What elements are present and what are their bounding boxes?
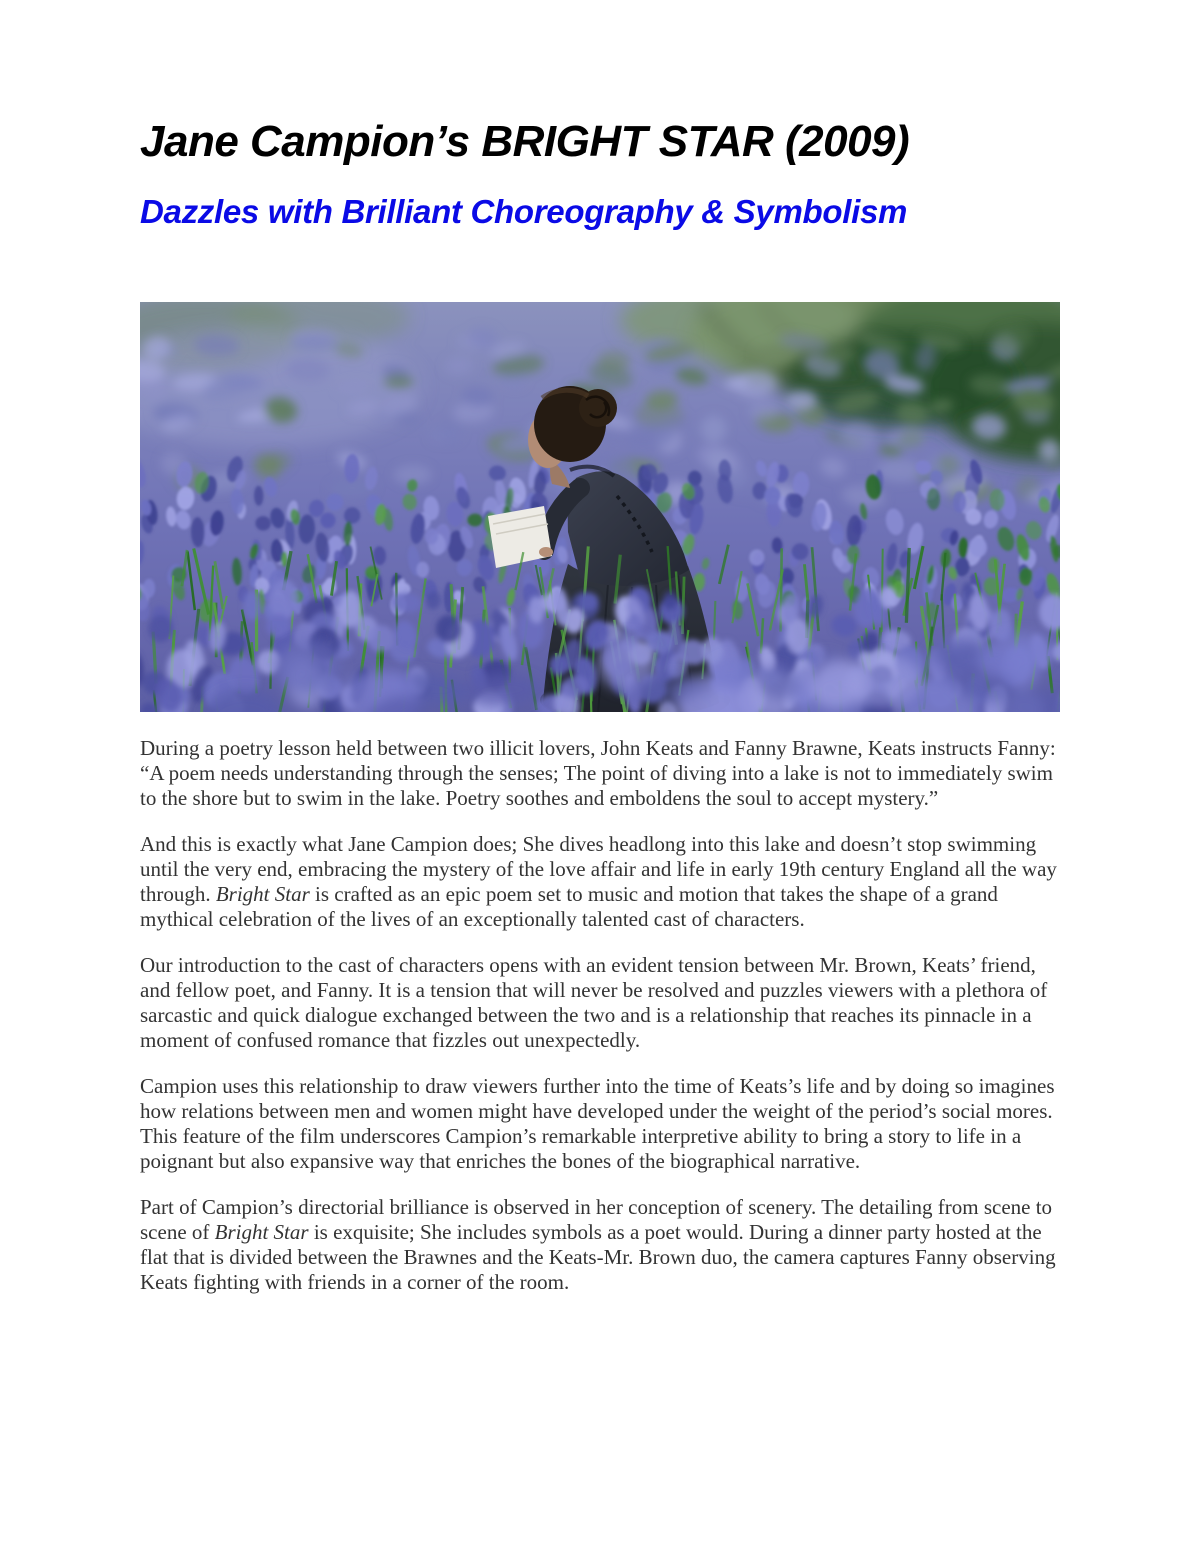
article-paragraph: Campion uses this relationship to draw viewers further into the time of Keats’s life and by doing so imagines how relations between men and women might have developed under the weight of the period’s social mores. This feature of the film underscores Campion’s remarkable interpretive ability to bring a story to life in a poignant but also expansive way that enriches the bones of the biographical narrative. <box>140 1074 1055 1173</box>
article-body <box>140 736 1060 1295</box>
bluebell-field-illustration <box>140 302 1060 712</box>
hand <box>539 547 553 557</box>
article-paragraph: During a poetry lesson held between two illicit lovers, John Keats and Fanny Brawne, Keats instructs Fanny: “A poem needs understanding through the senses; The point of diving into a lake is not to immediately swim to the shore but to swim in the lake. Poetry soothes and emboldens the soul to accept mystery.” <box>140 736 1056 810</box>
article-subtitle: Dazzles with Brilliant Choreography & Symbolism <box>140 193 908 230</box>
article-paragraph: Our introduction to the cast of characters opens with an evident tension between Mr. Brown, Keats’ friend, and fellow poet, and Fanny. It is a tension that will never be resolved and puzzles viewers with a plethora of sarcastic and quick dialogue exchanged between the two and is a relationship that reaches its pinnacle in a moment of confused romance that fizzles out unexpectedly. <box>140 953 1048 1052</box>
article-title: Jane Campion’s BRIGHT STAR (2009) <box>140 117 910 166</box>
article-paragraph: Part of Campion’s directorial brilliance is observed in her conception of scenery. The detailing from scene to scene of Bright Star is exquisite; She includes symbols as a poet would. During a dinner party hosted at the flat that is divided between the Brawnes and the Keats-Mr. Brown duo, the camera captures Fanny observing Keats fighting with friends in a corner of the room. <box>140 1195 1056 1294</box>
hero-image <box>140 302 1060 712</box>
article-paragraph: And this is exactly what Jane Campion does; She dives headlong into this lake and doesn’t stop swimming until the very end, embracing the mystery of the love affair and life in early 19th century England all the way through. Bright Star is crafted as an epic poem set to music and motion that takes the shape of a grand mythical celebration of the lives of an exceptionally talented cast of characters. <box>140 832 1057 931</box>
